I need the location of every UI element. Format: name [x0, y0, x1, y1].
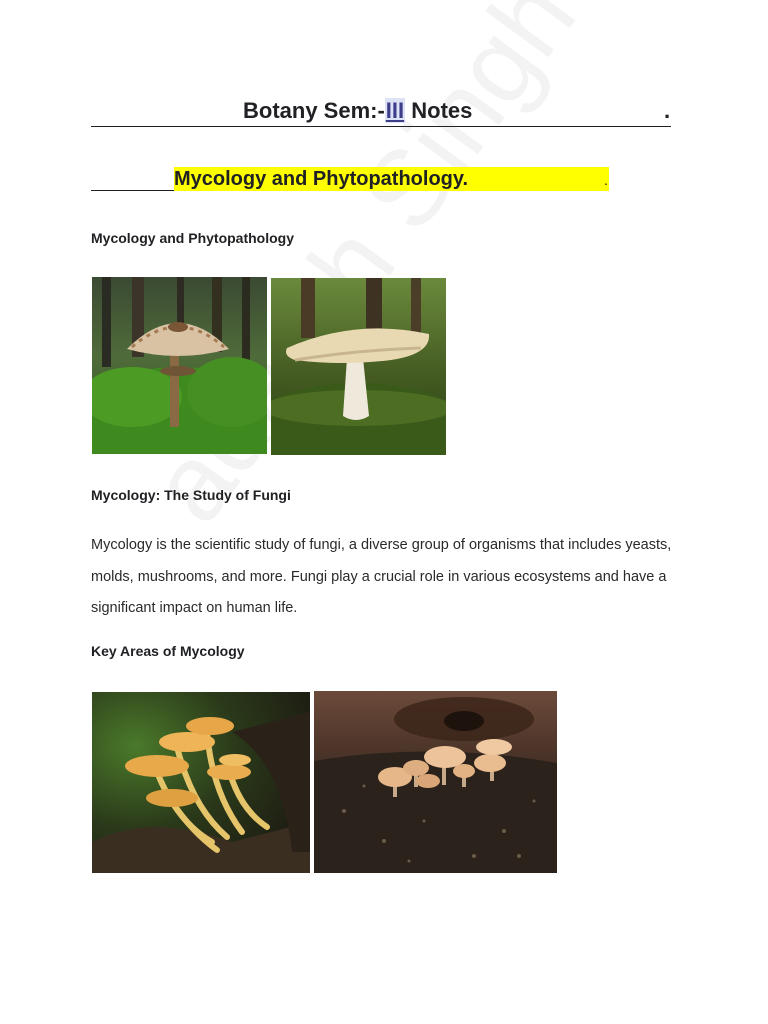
subtitle-trailing-dot: . — [604, 172, 608, 188]
yellow-mushroom-cluster-photo — [92, 692, 310, 873]
section-heading-study-of-fungi: Mycology: The Study of Fungi — [91, 487, 291, 503]
title-prefix: Botany Sem:- — [243, 98, 385, 123]
page-title — [243, 98, 472, 124]
white-mushroom-forest-photo — [271, 278, 446, 455]
subtitle: Mycology and Phytopathology. — [174, 168, 469, 190]
section-heading-key-areas: Key Areas of Mycology — [91, 643, 245, 659]
title-suffix: Notes — [405, 98, 473, 123]
small-mushrooms-soil-photo — [314, 691, 557, 873]
title-roman-numeral: III — [385, 98, 405, 123]
watermark — [124, 0, 599, 544]
title-trailing-dot: . — [664, 98, 671, 123]
section-paragraph-study-of-fungi: Mycology is the scientific study of fungi, a diverse group of organisms that includes yeasts, molds, mushrooms, and more. Fungi play a crucial role in various ecosystems and have a significant impact on human life. — [91, 537, 672, 616]
parasol-mushroom-moss-photo — [92, 277, 267, 454]
section-heading-mycology-phytopathology: Mycology and Phytopathology — [91, 230, 295, 246]
